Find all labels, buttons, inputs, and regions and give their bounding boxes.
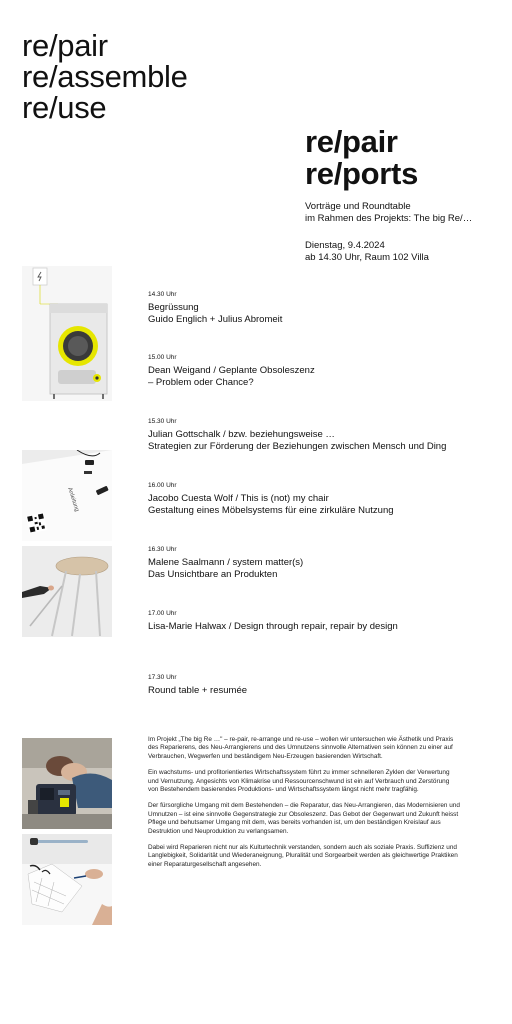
headline-line: re/pair: [22, 28, 108, 63]
program-item: [148, 609, 498, 633]
description-paragraph: Ein wachstums- und profitorientiertes Wirtschaftssystem führt zu immer schnelleren Zyklen der Verwertung und Vernutzung. Angesichts von Klimakrise und Ressourcenschwund ist ein auf Verbrauch und Zerstörung von Bestehendem basierendes Produktions- und Wirtschaftssystem längst nicht mehr tragfähig.: [148, 769, 450, 794]
program-time: 15.00 Uhr: [148, 354, 177, 361]
description-paragraph: Der fürsorgliche Umgang mit dem Bestehenden – die Reparatur, das Neu-Arrangieren, das Modernisieren und Umnutzen – ist eine sinnvolle Gegenstrategie zur Obsoleszenz. Das Gebot der Gegenwart und Zukunft heisst Pflege und behutsamer Umgang mit dem, was bereits vorhanden ist, um den beständigen Kreislauf aus Destruktion und Neuproduktion zu verlangsamen.: [148, 802, 460, 835]
drawing-hands-photo: [22, 834, 112, 925]
program-subtitle: Guido Englich + Julius Abromeit: [148, 314, 283, 325]
program-title: Round table + resumée: [148, 685, 248, 696]
subtitle-line: Vorträge und Roundtable: [305, 201, 411, 212]
program-time: 17.00 Uhr: [148, 610, 177, 617]
program-item: [148, 673, 498, 697]
event-title: [305, 126, 418, 190]
program-item: [148, 545, 498, 581]
program-subtitle: Gestaltung eines Möbelsystems für eine zirkuläre Nutzung: [148, 505, 394, 516]
program-item: [148, 290, 498, 326]
program-time: 16.30 Uhr: [148, 546, 177, 553]
washing-machine-photo: [22, 266, 112, 401]
event-title-line: re/ports: [305, 156, 419, 191]
program-title: Begrüssung: [148, 302, 199, 313]
program-time: 14.30 Uhr: [148, 291, 177, 298]
program-subtitle: – Problem oder Chance?: [148, 377, 254, 388]
program-title: Dean Weigand / Geplante Obsoleszenz: [148, 365, 315, 376]
svg-text:Anleitung: Anleitung: [66, 486, 80, 513]
program-subtitle: Strategien zur Förderung der Beziehungen zwischen Mensch und Ding: [148, 441, 447, 452]
program-title: Lisa-Marie Halwax / Design through repair, repair by design: [148, 621, 398, 632]
program-item: [148, 353, 498, 389]
description-paragraph: Im Projekt „The big Re …" – re-pair, re-arrange und re-use – wollen wir untersuchen wie Ästhetik und Praxis des Reparierens, des Neu-Arrangierens und des Umnutzens sinnvolle Alternativen sein können zu einer auf Verbrauchen, Wegwerfen und beständigem Neu-Erzeugen basierenden Wirtschaft.: [148, 736, 454, 760]
event-title-line: re/pair: [305, 124, 398, 159]
headline-line: re/assemble: [22, 59, 188, 94]
program-item: [148, 481, 498, 517]
headline: [22, 30, 188, 123]
program-time: 17.30 Uhr: [148, 674, 177, 681]
event-date: [305, 240, 429, 264]
program-item: [148, 417, 498, 453]
date-line: Dienstag, 9.4.2024: [305, 240, 385, 251]
program-time: 16.00 Uhr: [148, 482, 177, 489]
headline-line: re/use: [22, 90, 107, 125]
event-subtitle: [305, 201, 472, 225]
program-title: Malene Saalmann / system matter(s): [148, 557, 304, 568]
subtitle-line: im Rahmen des Projekts: The big Re/…: [305, 213, 473, 224]
program-time: 15.30 Uhr: [148, 418, 177, 425]
time-location-line: ab 14.30 Uhr, Raum 102 Villa: [305, 252, 429, 263]
stool-photo: [22, 546, 112, 637]
description-paragraph: Dabei wird Reparieren nicht nur als Kulturtechnik verstanden, sondern auch als soziale Praxis. Suffizienz und Langlebigkeit, Solidarität und Wiederaneignung, Pluralität und Sorgearbeit werden als gleichwertige Praktiken einer Reparaturgesellschaft angesehen.: [148, 844, 458, 868]
program-subtitle: Das Unsichtbare an Produkten: [148, 569, 278, 580]
program-title: Julian Gottschalk / bzw. beziehungsweise …: [148, 429, 335, 440]
qr-document-photo: [22, 450, 112, 541]
project-description: [148, 736, 460, 877]
program-title: Jacobo Cuesta Wolf / This is (not) my chair: [148, 493, 329, 504]
repair-workshop-photo: [22, 738, 112, 829]
